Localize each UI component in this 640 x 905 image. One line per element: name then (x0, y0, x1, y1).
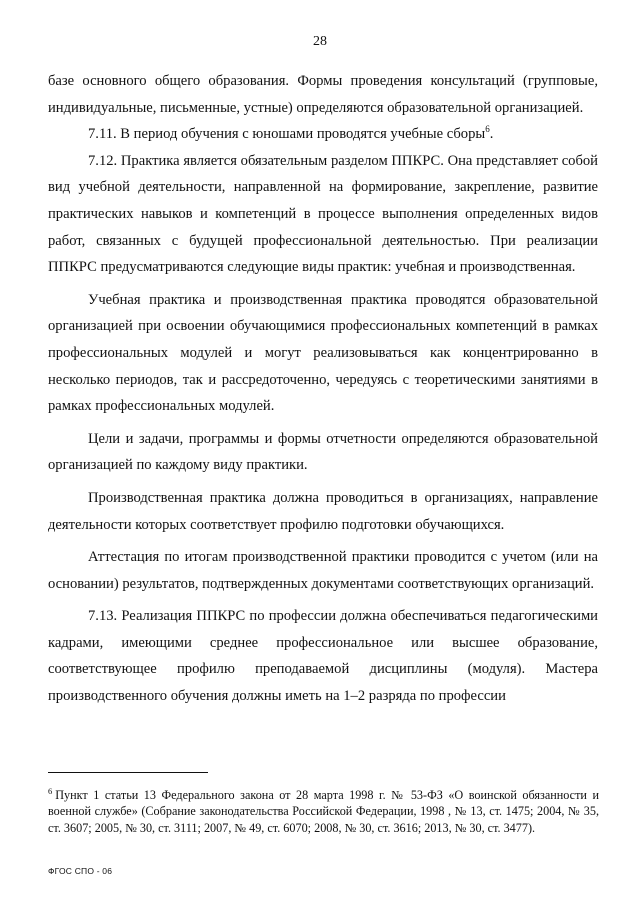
document-code: ФГОС СПО - 06 (48, 866, 113, 876)
paragraph-7-11-text: 7.11. В период обучения с юношами проводятся учебные сборы (88, 126, 486, 143)
footnote-divider (48, 772, 208, 773)
paragraph-industrial-practice: Производственная практика должна проводиться в организациях, направление деятельности которых соответствует профилю подготовки обучающихся. (48, 489, 598, 533)
paragraph-7-11 (48, 121, 598, 148)
paragraph-attestation: Аттестация по итогам производственной практики проводится с учетом (или на основании) результатов, подтвержденных документами соответствующих организаций. (48, 549, 598, 592)
page-number: 28 (313, 34, 327, 49)
footnote-mark: 6 (48, 785, 53, 796)
paragraph-7-11-tail: . (489, 126, 494, 143)
paragraph-practice-goals: Цели и задачи, программы и формы отчетности определяются образовательной организацией по каждому виду практики. (48, 430, 598, 474)
paragraph-7-12: 7.12. Практика является обязательным разделом ППКРС. Она представляет собой вид учебной деятельности, направленной на формирование, закрепление, развитие практических навыков и компетенций в процессе выполнения определенных видов работ, связанных с будущей профессиональной деятельностью. При реализации ППКРС предусматриваются следующие виды практик: учебная и производственная. (48, 152, 598, 276)
footnote (48, 787, 599, 836)
paragraph-continuation: базе основного общего образования. Формы проведения консультаций (групповые, индивидуальные, письменные, устные) определяются образовательной организацией. (48, 73, 598, 116)
footnote-reference: 6 (485, 124, 490, 135)
paragraph-practice-organization: Учебная практика и производственная практика проводятся образовательной организацией при освоении обучающимися профессиональных компетенций в рамках профессиональных модулей и могут реализовываться как концентрированно в несколько периодов, так и рассредоточенно, чередуясь с теоретическими занятиями в рамках профессиональных модулей. (48, 291, 598, 415)
footnote-text: Пункт 1 статьи 13 Федерального закона от 28 марта 1998 г. № 53-ФЗ «О воинской обязанности и военной службе» (Собрание законодательства Российской Федерации, 1998 , № 13, ст. 1475; 2004, № 35, ст. 3607; 2005, № 30, ст. 3111; 2007, № 49, ст. 6070; 2008, № 30, ст. 3616; 2013, № 30, ст. 3477). (48, 788, 599, 835)
paragraph-7-13: 7.13. Реализация ППКРС по профессии должна обеспечиваться педагогическими кадрами, имеющими среднее профессиональное или высшее образование, соответствующее профилю преподаваемой дисциплины (модуля). Мастера производственного обучения должны иметь на 1–2 разряда по профессии (48, 608, 598, 705)
main-text (48, 68, 598, 710)
